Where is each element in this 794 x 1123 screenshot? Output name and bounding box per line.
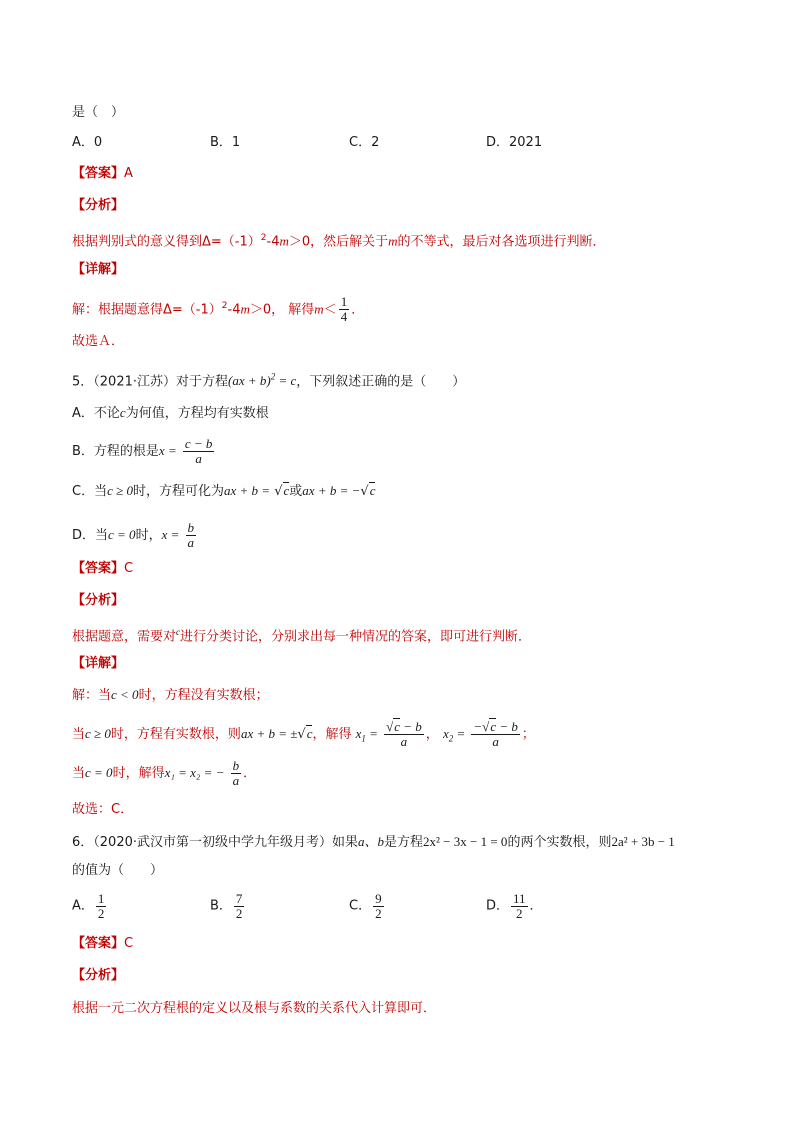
answer-value: C [124, 561, 134, 576]
answer-tag: 【答案】 [72, 936, 125, 951]
fraction-numerator: 11 [513, 891, 526, 906]
sqrt-radicand: c [394, 719, 400, 734]
variable-x: x [355, 726, 362, 741]
equation: ax + b = [224, 483, 271, 498]
inequality: ＜ [323, 302, 337, 318]
variable-m: m [314, 301, 324, 317]
variable-x: x [442, 726, 449, 741]
q5-conclusion: 故选：C． [72, 802, 134, 817]
condition: c ≥ 0 [107, 483, 133, 498]
q4-detail-text [72, 291, 364, 325]
q6-option-c [349, 892, 386, 921]
fraction-denominator: a [232, 773, 240, 788]
q5-option-a [72, 403, 269, 424]
option-text: 时， [135, 528, 162, 543]
analysis-text: 进行分类讨论，分别求出每一种情况的答案，即可进行判断． [180, 629, 532, 645]
detail-text: 时，解得 [112, 766, 165, 781]
fraction-numerator: −√c − b [473, 719, 518, 734]
detail-text: 解得 [288, 302, 315, 318]
exponent: 2 [221, 301, 228, 311]
variable-m: m [240, 301, 250, 317]
sqrt-radicand: c [490, 719, 497, 734]
option-text: 或 [289, 484, 303, 499]
minus-sign: − [473, 719, 483, 734]
analysis-text: 根据题意，需要对 [72, 629, 177, 645]
answer-tag: 【答案】 [72, 166, 125, 181]
detail-text: 当 [72, 727, 86, 742]
q4-detail-tag: 【详解】 [72, 262, 125, 277]
fraction-numerator: 7 [235, 891, 243, 906]
q4-stem-tail: 是（ ） [72, 105, 125, 120]
q6-option-d [486, 892, 543, 921]
fraction-denominator: 4 [340, 309, 348, 325]
q4-option-c: C．2 [349, 135, 380, 150]
punctuation: ． [243, 766, 257, 781]
delta-expression: Δ=（-1） [163, 302, 222, 318]
fraction-denominator: a [400, 734, 408, 749]
variable-m: m [279, 233, 289, 249]
variables: a、b [358, 834, 385, 849]
q4-options [72, 133, 712, 153]
fraction-denominator: a [195, 451, 202, 466]
equation: ax + b = ± [240, 726, 298, 741]
equation [228, 373, 296, 388]
fraction-numerator: 9 [375, 891, 382, 906]
detail-text: 时，方程有实数根，则 [110, 727, 241, 742]
expression: -4 [227, 302, 241, 318]
variable-m: m [388, 233, 398, 249]
q5-option-c: C．当c ≥ 0时，方程可化为ax + b = √c或ax + b = −√c [72, 483, 376, 499]
option-label: D． [486, 898, 510, 914]
detail-text: 时，方程没有实数根； [138, 688, 269, 703]
punctuation: ． [529, 898, 543, 914]
expression: -4 [266, 234, 280, 250]
q5-option-b [72, 436, 216, 467]
question-text: 的两个实数根，则 [507, 835, 612, 850]
detail-text: ，解得 [312, 727, 352, 742]
q6-option-b [210, 892, 246, 921]
condition: c ≥ 0 [85, 726, 111, 741]
option-text: 为何值，方程均有实数根 [125, 406, 269, 421]
equation: 2x² − 3x − 1 = 0 [423, 834, 508, 849]
q5-option-d [72, 520, 198, 551]
equation-left: (ax + b) [228, 373, 271, 389]
q4-option-d: D．2021 [486, 135, 543, 150]
inequality: ＞0， [249, 302, 285, 318]
question-text: ，下列叙述正确的是（ ） [296, 374, 466, 390]
math-lhs: x = [158, 443, 177, 458]
detail-text: 当 [72, 766, 86, 781]
fraction [183, 437, 215, 466]
option-text: A．不论 [72, 406, 120, 421]
equation: ax + b = − [302, 483, 361, 498]
q4-option-b: B．1 [210, 135, 241, 150]
fraction-numerator: b [232, 758, 240, 773]
q5-stem [72, 367, 465, 392]
punctuation: ， [425, 727, 439, 742]
fraction-denominator: 2 [235, 906, 243, 921]
fraction [186, 521, 197, 550]
variable-c: c [176, 627, 181, 637]
equals: = [453, 726, 466, 741]
q4-option-a: A．0 [72, 135, 103, 150]
fraction-denominator: 2 [375, 906, 382, 921]
option-text: D．当 [72, 528, 109, 543]
q5-detail-line-1 [72, 685, 269, 706]
exponent: 2 [260, 233, 267, 243]
equation-right: = c [275, 373, 297, 389]
expression: 2a² + 3b − 1 [611, 834, 675, 849]
condition: c = 0 [85, 765, 113, 780]
condition: c < 0 [111, 687, 139, 702]
punctuation: ； [521, 727, 535, 742]
fraction [471, 720, 519, 749]
q6-analysis-text: 根据一元二次方程根的定义以及根与系数的关系代入计算即可． [72, 1001, 437, 1016]
equals: = [365, 726, 378, 741]
q4-analysis-text [72, 228, 606, 252]
q6-options [72, 892, 712, 926]
root-x2 [442, 726, 466, 744]
q6-answer [72, 934, 133, 954]
q6-stem [72, 832, 675, 853]
option-text: B．方程的根是 [72, 444, 159, 459]
fraction [234, 892, 245, 921]
analysis-text: ，然后解关于 [310, 234, 389, 250]
fraction [339, 295, 350, 324]
analysis-text: 的不等式，最后对各选项进行判断． [397, 234, 606, 250]
exponent: 2 [270, 372, 276, 382]
option-text: C．当 [72, 484, 108, 499]
option-label: B． [210, 898, 232, 914]
fraction-numerator: b [187, 520, 195, 535]
analysis-text: 根据判别式的意义得到 [72, 234, 203, 250]
answer-value: C [124, 936, 134, 951]
fraction-numerator: 1 [340, 294, 348, 310]
numerator-rest: − b [400, 719, 422, 734]
fraction-numerator: √c − b [386, 719, 422, 734]
fraction [96, 892, 107, 921]
punctuation: ． [351, 302, 365, 318]
q5-detail-line-2: 当c ≥ 0时，方程有实数根，则ax + b = ±√c，解得 $x_1$ = $\frac{√c - b}{a}$ ， $x_2$ = $\frac{-√c - b}{a}$ ； [72, 719, 535, 749]
sqrt-radicand: c [306, 726, 313, 741]
q6-stem-line-2: 的值为（ ） [72, 863, 164, 878]
fraction [231, 759, 242, 788]
q5-analysis-tag: 【分析】 [72, 593, 125, 608]
fraction [373, 892, 384, 921]
fraction-denominator: a [187, 535, 195, 550]
math-lhs: x = [161, 527, 180, 542]
q6-analysis-tag: 【分析】 [72, 968, 125, 983]
equation: x₁ = x₂ = − [164, 765, 225, 780]
answer-value: A [124, 166, 133, 181]
fraction [511, 892, 528, 921]
q5-analysis-text [72, 622, 531, 647]
fraction-denominator: a [492, 734, 499, 749]
question-number: 6．（2020·武汉市第一初级中学九年级月考）如果 [72, 835, 358, 850]
question-text: 是方程 [384, 835, 424, 850]
subscript: 2 [448, 733, 454, 744]
numerator-rest: − b [496, 719, 518, 734]
detail-text: 解：当 [72, 688, 112, 703]
option-text: 时，方程可化为 [132, 484, 224, 499]
inequality: ＞0 [288, 234, 311, 250]
sqrt-radicand: c [369, 483, 376, 498]
q4-answer [72, 164, 133, 184]
q4-analysis-tag: 【分析】 [72, 198, 125, 213]
q5-detail-line-3 [72, 757, 256, 790]
option-label: C． [349, 898, 372, 914]
answer-tag: 【答案】 [72, 561, 125, 576]
option-label: A． [72, 898, 94, 914]
variable-c: c [119, 405, 126, 420]
fraction [384, 720, 424, 749]
root-x1 [355, 726, 378, 744]
q5-answer [72, 559, 133, 579]
question-number: 5．（2021·江苏）对于方程 [72, 374, 228, 390]
q5-detail-tag: 【详解】 [72, 656, 125, 671]
condition: c = 0 [108, 527, 136, 542]
fraction-denominator: 2 [97, 906, 105, 921]
detail-text: 解：根据题意得 [72, 302, 164, 318]
fraction-numerator: c − b [184, 436, 213, 451]
delta-expression: Δ=（-1） [202, 234, 261, 250]
fraction-denominator: 2 [516, 906, 523, 921]
subscript: 1 [361, 733, 366, 744]
sqrt-radicand: c [283, 483, 290, 498]
fraction-numerator: 1 [97, 891, 105, 906]
q6-option-a [72, 892, 108, 921]
q4-conclusion: 故选Ａ． [72, 334, 125, 349]
